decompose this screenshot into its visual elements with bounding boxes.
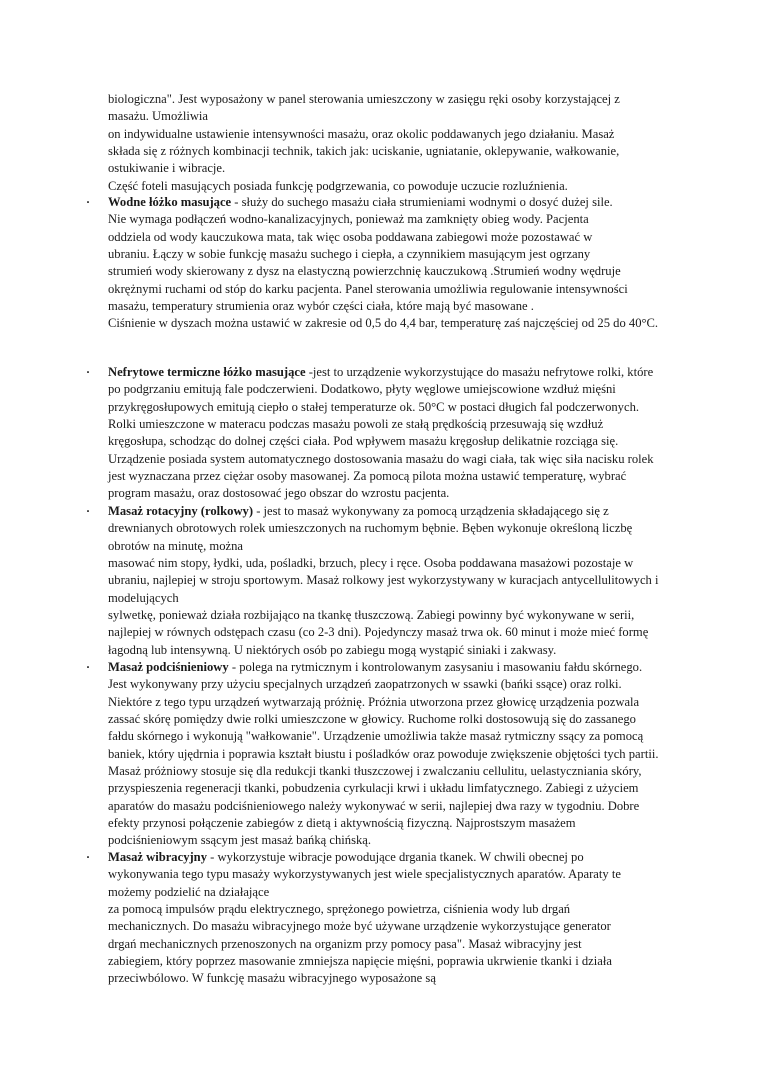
text-line: po podgrzaniu emitują fale podczerwieni. Dodatkowo, płyty węglowe umiejscowione wzdłuż mięśni [108, 382, 616, 397]
text-line: przykręgosłupowych emitują ciepło o stałej temperaturze ok. 50°C w postaci długich fal podczerwonych. [108, 399, 640, 414]
section-vibration-massage [108, 849, 688, 988]
text-line: Nie wymaga podłączeń wodno-kanalizacyjnych, ponieważ ma zamknięty obieg wody. Pacjenta [108, 212, 589, 227]
text-line: strumień wody skierowany z dysz na elastyczną powierzchnię kauczukową .Strumień wodny wędruje [108, 264, 621, 279]
text-line: masażu, temperatury strumienia oraz wybór części ciała, które mają być masowane . [108, 299, 534, 314]
bullet-marker: · [86, 504, 91, 518]
text-line: Niektóre z tego typu urządzeń wytwarzają próżnię. Próżnia utworzona przez głowicę urządzenia pozwala [108, 694, 640, 709]
text-line: przeciwbólowo. W funkcję masażu wibracyjnego wyposażone są [108, 971, 436, 986]
text-line: podciśnieniowym ssącym jest masaż bańką chińską. [108, 833, 372, 848]
text-line: biologiczna". Jest wyposażony w panel sterowania umieszczony w zasięgu ręki osoby korzystającej z [108, 92, 620, 106]
text-line: program masażu, oraz dostosować jego obszar do wzrostu pacjenta. [108, 486, 450, 501]
text-line: wykonywania tego typu masaży wykorzystywanych jest wiele specjalistycznych aparatów. Aparaty te [108, 867, 621, 882]
bullet-marker: · [86, 195, 91, 209]
text-line: najlepiej w równych odstępach czasu (co 2-3 dni). Pojedynczy masaż trwa ok. 60 minut i może mieć formę [108, 625, 649, 640]
bullet-marker: · [86, 365, 91, 379]
section-first-line: Nefrytowe termiczne łóżko masujące -jest to urządzenie wykorzystujące do masażu nefrytowe rolki, które [108, 365, 654, 379]
text-line: zabiegiem, który poprzez masowanie zmniejsza napięcie mięśni, poprawia ukrwienie tkanki i działa [108, 954, 612, 969]
text-line: ostukiwanie i wibracje. [108, 161, 226, 176]
text-line: masażu. Umożliwia [108, 109, 209, 124]
text-line: za pomocą impulsów prądu elektrycznego, sprężonego powietrza, ciśnienia wody lub drgań [108, 902, 571, 917]
text-line: zassać skórę pomiędzy dwie rolki umieszczone w głowicy. Ruchome rolki dostosowują się do zassanego [108, 712, 636, 727]
text-line: przyspieszenia regeneracji tkanki, pobudzenia cyrkulacji krwi i układu limfatycznego. Zabiegi z użyciem [108, 781, 639, 796]
section-rotary-massage [108, 503, 688, 659]
section-heading: Nefrytowe termiczne łóżko masujące [108, 365, 306, 379]
text-line: drgań mechanicznych przenoszonych na organizm przy pomocy pasa". Masaż wibracyjny jest [108, 936, 582, 951]
text-line: Ciśnienie w dyszach można ustawić w zakresie od 0,5 do 4,4 bar, temperaturę zaś najczęściej od 25 do 40°C. [108, 316, 659, 331]
text-line: sylwetkę, ponieważ działa rozbijająco na tkankę tłuszczową. Zabiegi powinny być wykonywane w serii, [108, 608, 635, 623]
section-first-line: Masaż wibracyjny - wykorzystuje wibracje powodujące drgania tkanek. W chwili obecnej po [108, 850, 584, 864]
text-line: możemy podzielić na działające [108, 884, 270, 899]
section-heading: Wodne łóżko masujące [108, 195, 232, 209]
text-line: obrotów na minutę, można [108, 538, 244, 553]
text-line: fałdu skórnego i wykonują "wałkowanie". Urządzenie umożliwia także masaż rytmiczny ssący za pomocą [108, 729, 644, 744]
text-line: mechanicznych. Do masażu wibracyjnego może być używane urządzenie wykorzystujące generator [108, 919, 611, 934]
section-nephrite-bed [108, 364, 688, 503]
section-heading: Masaż podciśnieniowy [108, 660, 229, 674]
section-first-line: Masaż rotacyjny (rolkowy) - jest to masaż wykonywany za pomocą urządzenia składającego się z [108, 504, 609, 518]
section-vacuum-massage [108, 659, 688, 850]
bullet-marker: · [86, 660, 91, 674]
text-line: łagodną lub intensywną. U niektórych osób po zabiegu mogą wystąpić siniaki i zakwasy. [108, 642, 557, 657]
text-line: drewnianych obrotowych rolek umieszczonych na ruchomym bębnie. Bęben wykonuje określoną liczbę [108, 521, 633, 536]
intro-paragraph [108, 91, 688, 195]
section-heading: Masaż rotacyjny (rolkowy) [108, 504, 254, 518]
text-line: baniek, który ujędrnia i poprawia kształt biustu i pośladków oraz powoduje zwiększenie objętości tych partii. [108, 746, 659, 761]
section-first-line: Wodne łóżko masujące - służy do suchego masażu ciała strumieniami wodnymi o dosyć dużej sile. [108, 195, 613, 209]
bullet-marker: · [86, 850, 91, 864]
section-first-line: Masaż podciśnieniowy - polega na rytmicznym i kontrolowanym zasysaniu i masowaniu fałdu skórnego. [108, 660, 643, 674]
text-line: efekty przynosi połączenie zabiegów z dietą i aktywnością fizyczną. Najprostszym masażem [108, 816, 576, 831]
text-line: Rolki umieszczone w materacu podczas masażu powoli ze stałą prędkością przesuwają się wzdłuż [108, 417, 604, 432]
text-line: Masaż próżniowy stosuje się dla redukcji tkanki tłuszczowej i zwalczaniu cellulitu, uelastyczniania skóry, [108, 764, 642, 779]
text-line: oddziela od wody kauczukowa mata, tak więc osoba poddawana zabiegowi może pozostawać w [108, 229, 593, 244]
text-line: jest wyznaczana przez ciężar osoby masowanej. Za pomocą pilota można ustawić temperaturę, wybrać [108, 469, 627, 484]
text-line: Część foteli masujących posiada funkcję podgrzewania, co powoduje uczucie rozluźnienia. [108, 178, 568, 193]
text-line: masować nim stopy, łydki, uda, pośladki, brzuch, plecy i ręce. Osoba poddawana masażowi pozostaje w [108, 556, 634, 571]
text-line: Urządzenie posiada system automatycznego dostosowania masażu do wagi ciała, tak więc siła nacisku rolek [108, 451, 654, 466]
text-line: on indywidualne ustawienie intensywności masażu, oraz okolic poddawanych jego działaniu. Masaż [108, 126, 615, 141]
text-line: składa się z różnych kombinacji technik, takich jak: uciskanie, ugniatanie, oklepywanie, wałkowanie, [108, 144, 620, 159]
text-line: Jest wykonywany przy użyciu specjalnych urządzeń zaopatrzonych w ssawki (bańki ssące) oraz rolki. [108, 677, 622, 692]
text-line: modelujących [108, 590, 179, 605]
section-heading: Masaż wibracyjny [108, 850, 207, 864]
text-line: aparatów do masażu podciśnieniowego należy wykonywać w serii, najlepiej dwa razy w tygodniu. Dobre [108, 798, 640, 813]
text-line: okrężnymi ruchami od stóp do karku pacjenta. Panel sterowania umożliwia regulowanie intensywności [108, 281, 628, 296]
text-line: ubraniu, najlepiej w stroju sportowym. Masaż rolkowy jest wykorzystywany w kuracjach antycellulitowych i [108, 573, 659, 588]
text-line: ubraniu. Łączy w sobie funkcję masażu suchego i ciepła, a czynnikiem masującym jest ogrzany [108, 247, 591, 262]
section-water-bed [108, 194, 688, 333]
text-line: kręgosłupa, schodząc do dolnej części ciała. Pod wpływem masażu kręgosłup delikatnie rozciąga się. [108, 434, 619, 449]
